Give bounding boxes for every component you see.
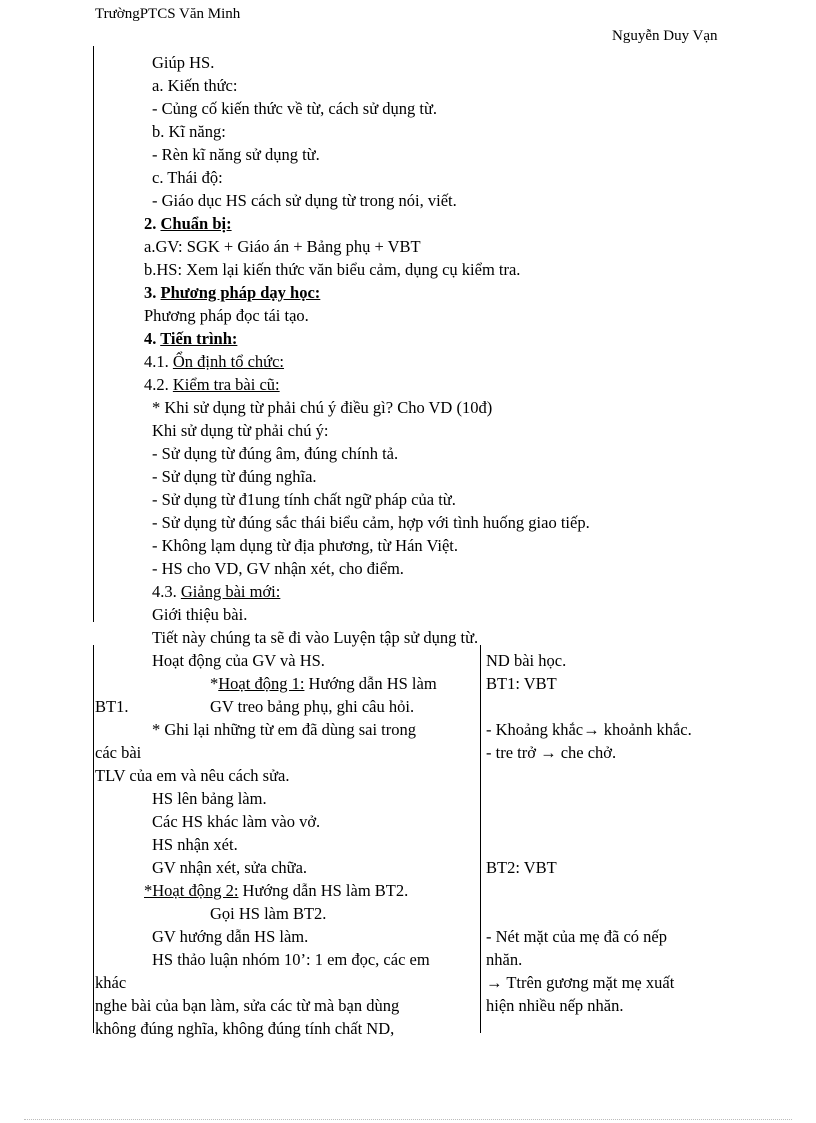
page-bottom-dotted-rule: [24, 1119, 792, 1120]
review-bullet: - Sử dụng từ đúng âm, đúng chính tả.: [152, 444, 399, 463]
step-others: Các HS khác làm vào vở.: [152, 812, 321, 831]
gv-guide: GV hướng dẫn HS làm.: [152, 927, 309, 946]
bt2-example-4: hiện nhiều nếp nhăn.: [486, 996, 624, 1015]
section-4-2-title: Kiểm tra bài cũ:: [172, 375, 280, 394]
table-header-right: ND bài học.: [486, 651, 567, 670]
arrow-right-icon: →: [540, 743, 557, 762]
section-4-2-number: 4.2.: [144, 375, 173, 394]
section-4-heading: [144, 328, 237, 350]
arrow-right-icon: →: [486, 973, 503, 992]
step-gv-fix: GV nhận xét, sửa chữa.: [152, 858, 308, 877]
section-2-title: Chuẩn bị:: [160, 214, 232, 233]
section-4-3-title: Giảng bài mới:: [180, 582, 281, 601]
prep-teacher: a.GV: SGK + Giáo án + Bảng phụ + VBT: [144, 237, 421, 256]
activity-1-title: Hoạt động 1:: [218, 674, 305, 693]
lesson-intro-detail: Tiết này chúng ta sẽ đi vào Luyện tập sử dụng từ.: [152, 628, 479, 647]
correction-1-right: khoảnh khắc.: [599, 720, 692, 739]
correction-1: [486, 719, 692, 741]
correction-2-wrong: - tre trở: [486, 743, 541, 762]
prep-student: b.HS: Xem lại kiến thức văn biểu cảm, dụng cụ kiểm tra.: [144, 260, 521, 279]
school-name: TrườngPTCS Văn Minh: [95, 6, 241, 22]
task-1-line-3: TLV của em và nêu cách sửa.: [95, 766, 290, 785]
activity-1-star: *: [210, 674, 219, 693]
task-1-line-2: các bài: [95, 743, 142, 762]
bt1-text: GV treo bảng phụ, ghi câu hỏi.: [210, 697, 415, 716]
review-bullet: - HS cho VD, GV nhận xét, cho điểm.: [152, 559, 404, 578]
section-4-3: [152, 581, 280, 603]
table-column-divider: [480, 645, 481, 1033]
section-3-title: Phương pháp dạy học:: [160, 283, 321, 302]
correction-2-right: che chở.: [556, 743, 617, 762]
bt2-example-2: nhăn.: [486, 950, 523, 969]
lesson-intro: Giới thiệu bài.: [152, 605, 248, 624]
section-4-1-title: Ổn định tổ chức:: [172, 352, 285, 371]
margin-rule-upper: [93, 46, 94, 622]
goal-intro: Giúp HS.: [152, 53, 215, 72]
step-hs-comment: HS nhận xét.: [152, 835, 238, 854]
bt2-example-1: - Nét mặt của mẹ đã có nếp: [486, 927, 667, 946]
correction-1-wrong: - Khoảng khắc: [486, 720, 584, 739]
section-4-2: [144, 374, 280, 396]
review-bullet: - Sử dụng từ đ1ung tính chất ngữ pháp của từ.: [152, 490, 456, 509]
bt1-content-label: BT1: VBT: [486, 674, 557, 693]
knowledge-text: - Củng cố kiến thức về từ, cách sử dụng từ.: [152, 99, 438, 118]
table-left-border: [93, 645, 94, 1033]
review-bullet: - Không lạm dụng từ địa phương, từ Hán Việt.: [152, 536, 459, 555]
author-name: Nguyễn Duy Vạn: [612, 28, 718, 44]
activity-1-heading: [210, 673, 437, 695]
discussion-line-3: nghe bài của bạn làm, sửa các từ mà bạn dùng: [95, 996, 400, 1015]
review-bullet: - Sử dụng từ đúng nghĩa.: [152, 467, 317, 486]
knowledge-title: a. Kiến thức:: [152, 76, 238, 95]
table-header-left: Hoạt động của GV và HS.: [152, 651, 325, 670]
bt2-example-3: [486, 972, 674, 994]
section-2-heading: [144, 213, 232, 235]
discussion-line-2: khác: [95, 973, 127, 992]
activity-1-rest: Hướng dẫn HS làm: [304, 674, 437, 693]
section-4-1: [144, 351, 284, 373]
skill-text: - Rèn kĩ năng sử dụng từ.: [152, 145, 320, 164]
review-answer-intro: Khi sử dụng từ phải chú ý:: [152, 421, 329, 440]
section-2-number: 2.: [144, 214, 161, 233]
call-hs: Gọi HS làm BT2.: [210, 904, 327, 923]
activity-2-heading: [144, 880, 408, 902]
review-bullet: - Sử dụng từ đúng sắc thái biểu cảm, hợp với tình huống giao tiếp.: [152, 513, 590, 532]
activity-2-rest: Hướng dẫn HS làm BT2.: [238, 881, 409, 900]
discussion-line-1: HS thảo luận nhóm 10’: 1 em đọc, các em: [152, 950, 430, 969]
step-hs-board: HS lên bảng làm.: [152, 789, 267, 808]
method-text: Phương pháp đọc tái tạo.: [144, 306, 309, 325]
activity-2-title: *Hoạt động 2:: [144, 881, 239, 900]
section-4-3-number: 4.3.: [152, 582, 181, 601]
section-3-heading: [144, 282, 320, 304]
correction-2: [486, 742, 616, 764]
bt2-example-3-text: Ttrên gương mặt mẹ xuất: [502, 973, 675, 992]
skill-title: b. Kĩ năng:: [152, 122, 226, 141]
bt1-label: BT1.: [95, 697, 129, 716]
attitude-title: c. Thái độ:: [152, 168, 223, 187]
arrow-right-icon: →: [583, 720, 600, 739]
section-4-number: 4.: [144, 329, 161, 348]
review-question: * Khi sử dụng từ phải chú ý điều gì? Cho VD (10đ): [152, 398, 493, 417]
discussion-line-4: không đúng nghĩa, không đúng tính chất ND,: [95, 1019, 395, 1038]
section-3-number: 3.: [144, 283, 161, 302]
section-4-title: Tiến trình:: [160, 329, 238, 348]
section-4-1-number: 4.1.: [144, 352, 173, 371]
bt2-content-label: BT2: VBT: [486, 858, 557, 877]
attitude-text: - Giáo dục HS cách sử dụng từ trong nói, viết.: [152, 191, 457, 210]
task-1-line-1: * Ghi lại những từ em đã dùng sai trong: [152, 720, 416, 739]
